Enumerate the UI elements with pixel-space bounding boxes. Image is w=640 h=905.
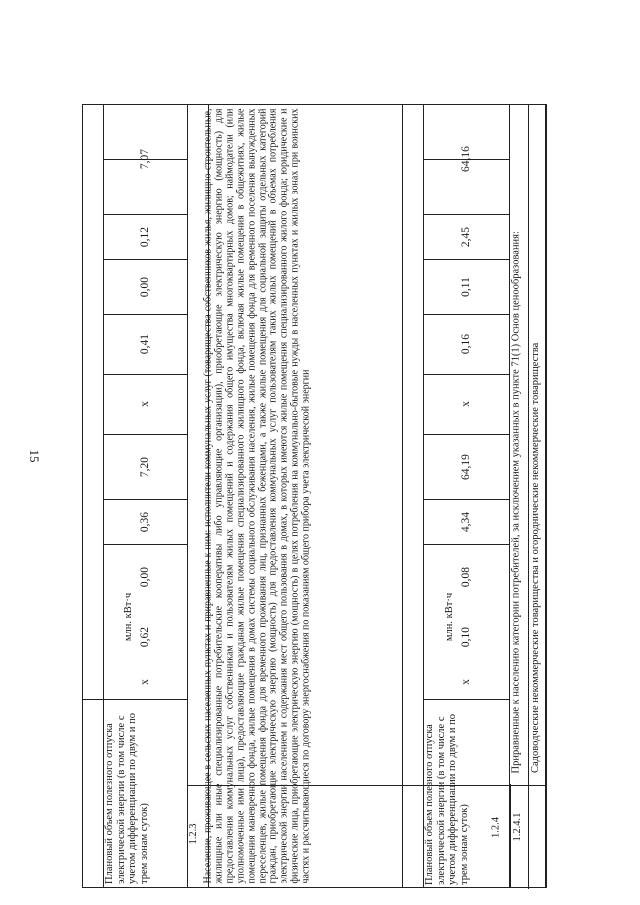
value-text: 7,07 [138, 148, 151, 170]
value-text: 0,12 [138, 226, 151, 247]
unit-label: млн. кВт·ч [444, 592, 455, 642]
row-number: 1.2.3 [188, 823, 199, 845]
table-row-planned-volume-1 [83, 104, 188, 888]
value-text: 0,16 [459, 333, 472, 355]
value-text: 2,45 [459, 226, 472, 247]
value-cell [423, 434, 510, 499]
value-cell [423, 544, 510, 609]
value-cell [423, 104, 510, 214]
value-text: 7,20 [138, 456, 151, 477]
value-text: 0,11 [459, 276, 472, 297]
value-cell [423, 374, 510, 434]
value-text: х [138, 678, 151, 685]
value-text: 0,36 [138, 511, 151, 532]
page-number: 15 [27, 449, 42, 463]
value-text: 64,16 [459, 146, 472, 172]
row-description: Приравненные к населению категории потребителей, за исключением указанных в пункте 71(1) Основ ценообразования: [510, 231, 522, 774]
value-text: 0,62 [138, 626, 151, 647]
value-cell [423, 609, 510, 664]
value-cell [103, 104, 188, 214]
value-text: 0,41 [138, 333, 151, 355]
value-cell [103, 214, 188, 259]
value-cell [103, 434, 188, 499]
row-number-1-2-4: 1.2.4 [490, 817, 502, 838]
table-row-1-2-4 [490, 104, 529, 888]
tariff-table [82, 104, 546, 888]
value-cell [103, 609, 188, 664]
value-cell [423, 214, 510, 259]
value-text: 0,00 [138, 566, 151, 587]
value-cell [103, 374, 188, 434]
value-text: х [459, 401, 472, 407]
row-number-1-2-4-1: 1.2.4.1 [512, 812, 523, 842]
value-cell [423, 499, 510, 544]
planned-volume-label: Плановый объем полезного отпуска электрической энергии (в том числе с учетом дифференциации по двум и по трем зонам суток) [104, 713, 150, 884]
planned-volume-label: Плановый объем полезного отпуска электрической энергии (в том числе с учетом дифференциации по двум и по трем зонам суток) [424, 714, 470, 885]
value-cell [103, 314, 188, 374]
value-cell [103, 259, 188, 314]
value-text: х [459, 678, 472, 685]
table-row-1-2-3 [188, 104, 403, 888]
value-text: 4,34 [459, 511, 472, 532]
value-cell [423, 314, 510, 374]
unit-label: млн. кВт·ч [123, 592, 134, 642]
value-text: 0,08 [459, 566, 472, 587]
table-row-planned-volume-2 [403, 104, 510, 888]
value-text: 0,10 [459, 626, 472, 647]
value-cell [423, 259, 510, 314]
value-text: 0,00 [138, 276, 151, 297]
value-cell [103, 664, 188, 699]
value-cell [423, 664, 510, 699]
value-cell [103, 544, 188, 609]
value-text: 64,19 [459, 453, 472, 480]
row-description: Садоводческие некоммерческие товарищества и огороднические некоммерческие товарищества [530, 342, 541, 773]
value-cell [103, 499, 188, 544]
value-text: х [138, 401, 151, 407]
row-description: Население, проживающее в сельских населенных пунктах и приравненные к ним: исполнители коммунальных услуг (товарищества собственников жилья, жилищно-строительные, жилищные или иные специализированные потребительские кооперативы либо управляющие организации), приобретающие электрическую энергию (мощность) для предоставления коммунальных услуг собственникам и пользователям жилых помещений и содержания общего имущества многоквартирных домов; наймодатели (или уполномоченные ими лица), предоставляющие гражданам жилые помещения специализированного жилищного фонда, включая жилые помещения в общежитиях, жилые помещения маневренного фонда, жилые помещения в домах системы социального обслуживания населения, жилые помещения фонда для временного поселения вынужденных переселенцев, жилые помещения фонда для временного проживания лиц, признанных беженцами, а также жилые помещения для социальной защиты отдельных категорий граждан, приобретающие электрическую энергию (мощность) для предоставления коммунальных услуг пользователям таких жилых помещений в объемах потребления электрической энергии населением и содержания мест общего пользования в домах, в которых имеются жилые помещения специализированного жилого фонда; юридические и физические лица, приобретающие электрическую энергию (мощность) в целях потребления на коммунально-бытовые нужды в населенных пунктах и жилых зонах при воинских частях и рассчитывающиеся по договору энергоснабжения по показаниям общего прибора учета электрической энергии [202, 108, 312, 884]
